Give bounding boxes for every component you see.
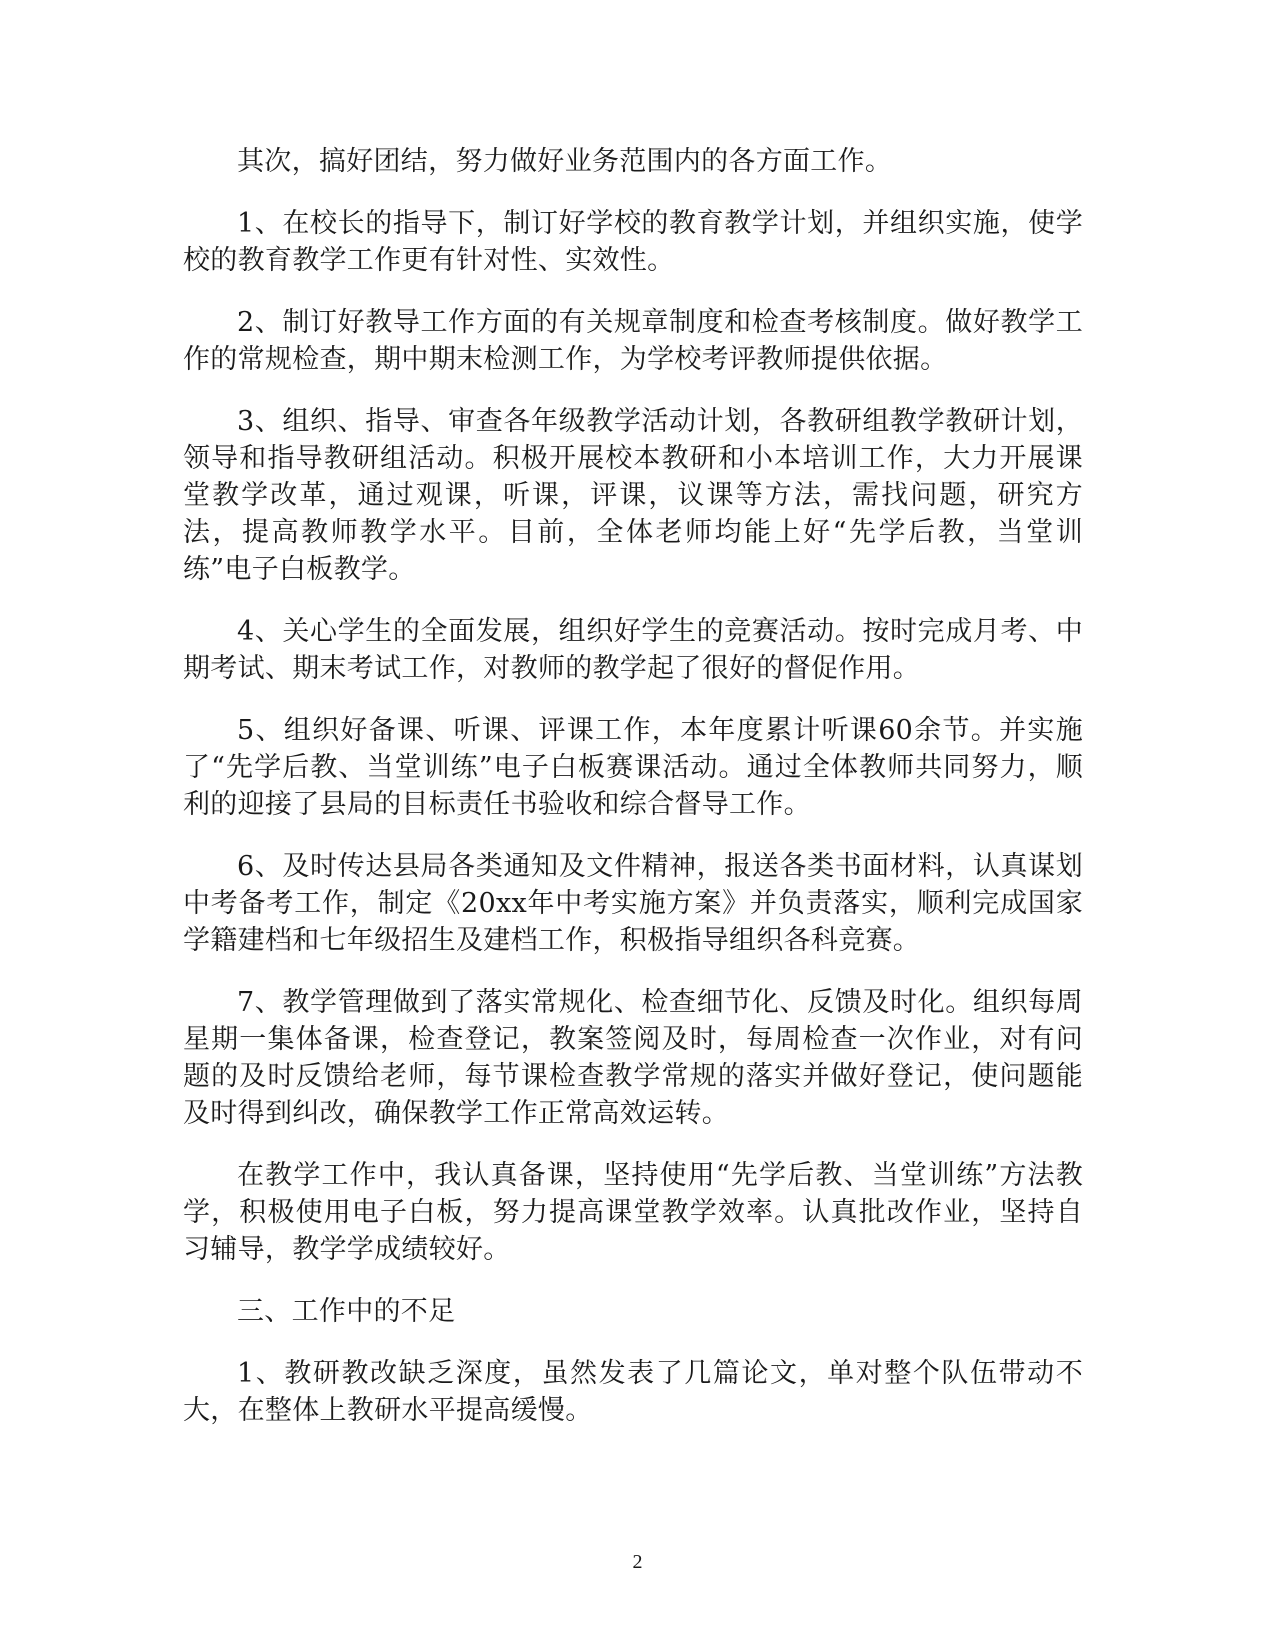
- paragraph-item-3: 3、组织、指导、审查各年级教学活动计划，各教研组教学教研计划，领导和指导教研组活动。积极开展校本教研和小本培训工作，大力开展课堂教学改革，通过观课，听课，评课，议课等方法，需找问题，研究方法，提高教师教学水平。目前，全体老师均能上好“先学后教，当堂训练”电子白板教学。: [183, 406, 1083, 585]
- paragraph-shortcoming-1: 1、教研教改缺乏深度，虽然发表了几篇论文，单对整个队伍带动不大，在整体上教研水平提高缓慢。: [183, 1358, 1083, 1426]
- paragraph-item-1: 1、在校长的指导下，制订好学校的教育教学计划，并组织实施，使学校的教育教学工作更有针对性、实效性。: [183, 208, 1083, 276]
- paragraph-item-7: 7、教学管理做到了落实常规化、检查细节化、反馈及时化。组织每周星期一集体备课，检查登记，教案签阅及时，每周检查一次作业，对有问题的及时反馈给老师，每节课检查教学常规的落实并做好登记，使问题能及时得到纠改，确保教学工作正常高效运转。: [183, 987, 1083, 1129]
- paragraph-intro: 其次，搞好团结，努力做好业务范围内的各方面工作。: [237, 146, 893, 177]
- paragraph-item-2: 2、制订好教导工作方面的有关规章制度和检查考核制度。做好教学工作的常规检查，期中期末检测工作，为学校考评教师提供依据。: [183, 307, 1083, 375]
- document-body: [183, 143, 1083, 1454]
- paragraph-teaching-work: 在教学工作中，我认真备课，坚持使用“先学后教、当堂训练”方法教学，积极使用电子白板，努力提高课堂教学效率。认真批改作业，坚持自习辅导，教学学成绩较好。: [183, 1160, 1083, 1265]
- paragraph-item-4: 4、关心学生的全面发展，组织好学生的竞赛活动。按时完成月考、中期考试、期末考试工作，对教师的教学起了很好的督促作用。: [183, 616, 1083, 684]
- paragraph-item-5: 5、组织好备课、听课、评课工作，本年度累计听课60余节。并实施了“先学后教、当堂训练”电子白板赛课活动。通过全体教师共同努力，顺利的迎接了县局的目标责任书验收和综合督导工作。: [183, 715, 1083, 820]
- section-heading-shortcomings: 三、工作中的不足: [237, 1296, 456, 1327]
- paragraph-item-6: 6、及时传达县局各类通知及文件精神，报送各类书面材料，认真谋划中考备考工作，制定《20xx年中考实施方案》并负责落实，顺利完成国家学籍建档和七年级招生及建档工作，积极指导组织各科竞赛。: [183, 851, 1083, 956]
- page-number: 2: [632, 1551, 643, 1573]
